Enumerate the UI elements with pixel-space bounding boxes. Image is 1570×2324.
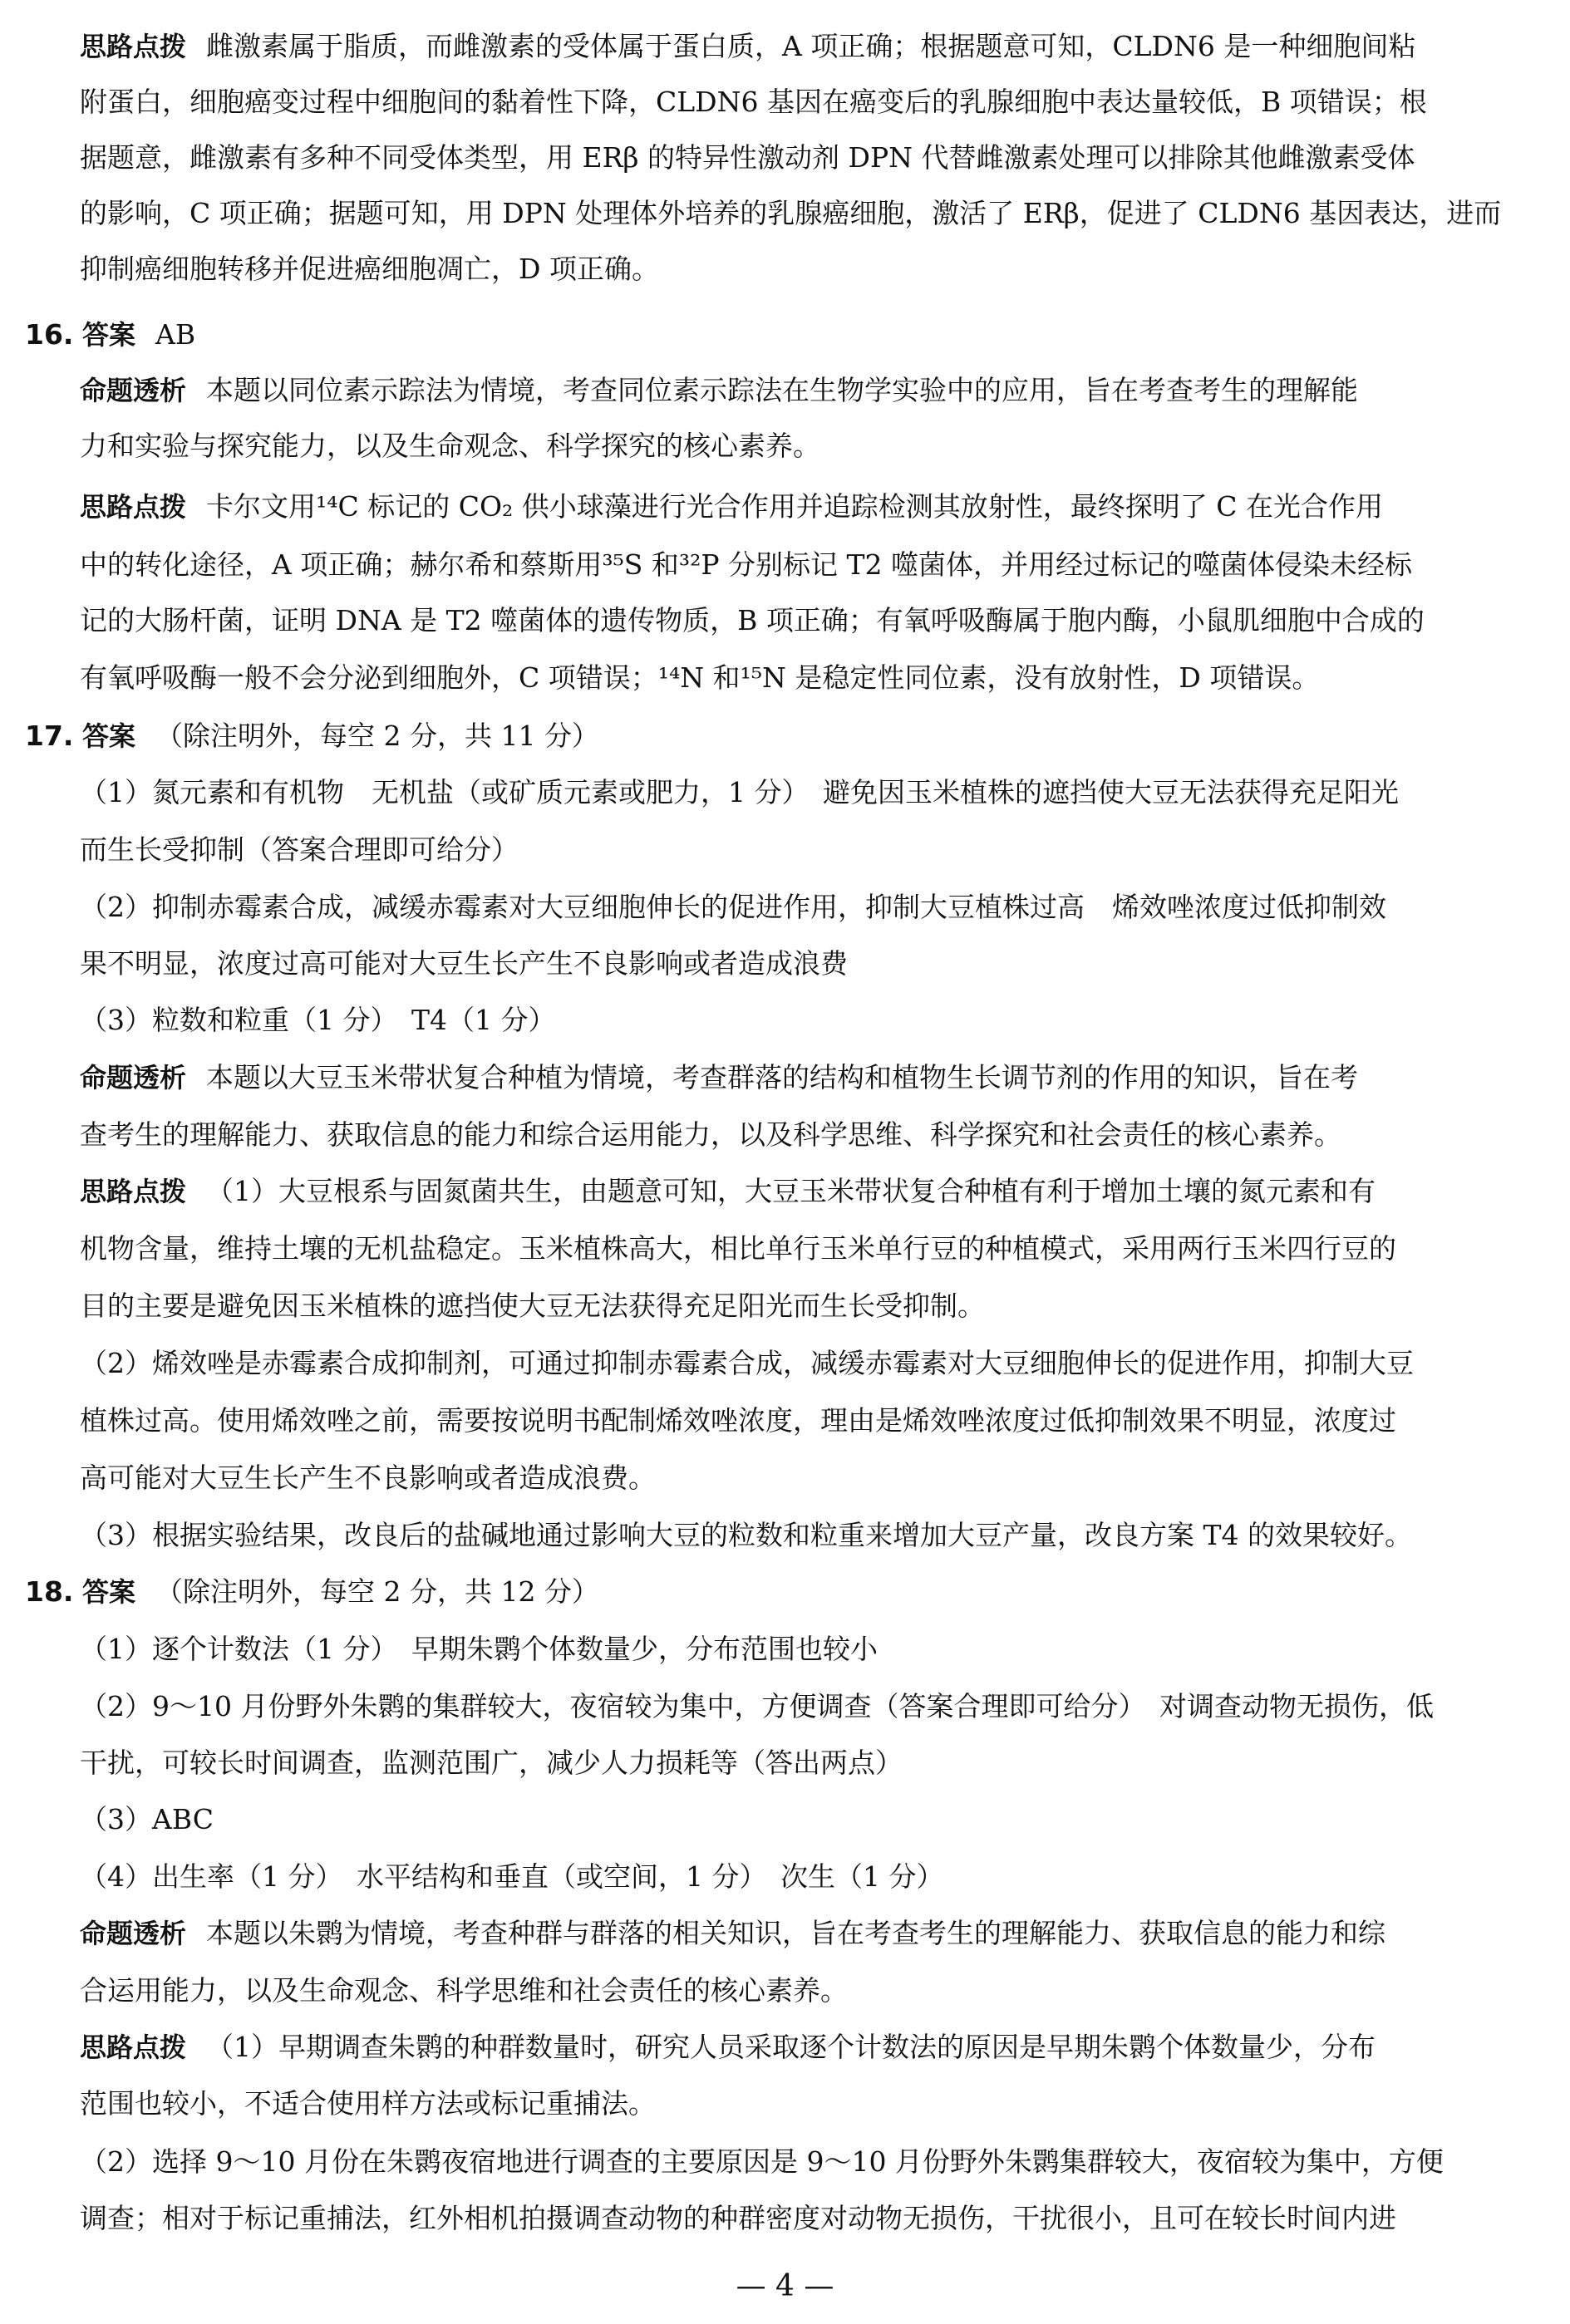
line-text: 范围也较小，不适合使用样方法或标记重捕法。 (80, 2087, 656, 2120)
text-line (80, 197, 1543, 230)
section-tag: 思路点拨 (80, 2032, 187, 2063)
page-number: — 4 — (736, 2269, 834, 2303)
text-line (80, 604, 1543, 637)
question-number: 18. (25, 1575, 74, 1608)
section-tag: 思路点拨 (80, 1176, 187, 1207)
line-text: 调查；相对于标记重捕法，红外相机拍摄调查动物的种群密度对动物无损伤，干扰很小，且可在较长时间内进 (80, 2202, 1396, 2234)
answer-line (25, 720, 1488, 753)
section-tag: 思路点拨 (80, 491, 187, 523)
text-line (80, 141, 1543, 174)
answer-label: 答案 (81, 319, 135, 351)
line-text: 力和实验与探究能力，以及生命观念、科学探究的核心素养。 (80, 430, 820, 462)
line-text: AB (155, 318, 196, 351)
line-text: 的影响，C 项正确；据题可知，用 DPN 处理体外培养的乳腺癌细胞，激活了 ERβ，促进了 CLDN6 基因表达，进而 (80, 197, 1502, 229)
line-text: 抑制癌细胞转移并促进癌细胞凋亡，D 项正确。 (80, 253, 659, 285)
text-line (80, 2087, 1543, 2120)
line-text: （3）ABC (80, 1803, 214, 1835)
line-text: 中的转化途径，A 项正确；赫尔希和蔡斯用³⁵S 和³²P 分别标记 T2 噬菌体，并用经过标记的噬菌体侵染未经标 (80, 548, 1413, 581)
line-text: （除注明外，每空 2 分，共 12 分） (155, 1575, 599, 1608)
question-number: 17. (25, 720, 74, 752)
text-line (80, 1004, 1543, 1037)
text-line (80, 548, 1543, 582)
line-text: 干扰，可较长时间调查，监测范围广，减少人力损耗等（答出两点） (80, 1747, 903, 1779)
line-text: 而生长受抑制（答案合理即可给分） (80, 833, 519, 866)
answer-line (25, 318, 1488, 351)
section-tag: 命题透析 (80, 1918, 187, 1949)
line-text: 高可能对大豆生长产生不良影响或者造成浪费。 (80, 1462, 656, 1494)
answer-label: 答案 (81, 720, 135, 752)
line-text: （1）逐个计数法（1 分） 早期朱鹮个体数量少，分布范围也较小 (80, 1633, 878, 1665)
answer-label: 答案 (81, 1576, 135, 1608)
text-line (80, 1232, 1543, 1265)
line-text: 本题以朱鹮为情境，考查种群与群落的相关知识，旨在考查考生的理解能力、获取信息的能力和综 (206, 1917, 1386, 1949)
section-tag: 思路点拨 (80, 31, 187, 62)
text-line (80, 1803, 1543, 1836)
line-text: （2）9～10 月份野外朱鹮的集群较大，夜宿较为集中，方便调查（答案合理即可给分） 对调查动物无损伤，低 (80, 1690, 1434, 1722)
line-text: 机物含量，维持土壤的无机盐稳定。玉米植株高大，相比单行玉米单行豆的种植模式，采用两行玉米四行豆的 (80, 1232, 1396, 1265)
text-line (80, 430, 1543, 463)
line-text: 合运用能力，以及生命观念、科学思维和社会责任的核心素养。 (80, 1974, 848, 2007)
line-text: 据题意，雌激素有多种不同受体类型，用 ERβ 的特异性激动剂 DPN 代替雌激素处理可以排除其他雌激素受体 (80, 141, 1415, 174)
line-text: 有氧呼吸酶一般不会分泌到细胞外，C 项错误；¹⁴N 和¹⁵N 是稳定性同位素，没有放射性，D 项错误。 (80, 661, 1320, 694)
text-line (80, 776, 1543, 809)
line-text: （1）早期调查朱鹮的种群数量时，研究人员采取逐个计数法的原因是早期朱鹮个体数量少，分布 (206, 2031, 1376, 2063)
text-line (80, 490, 1543, 523)
line-text: 雌激素属于脂质，而雌激素的受体属于蛋白质，A 项正确；根据题意可知，CLDN6 是一种细胞间粘 (206, 30, 1416, 62)
line-text: （3）粒数和粒重（1 分） T4（1 分） (80, 1004, 556, 1036)
text-line (80, 1061, 1543, 1094)
line-text: 卡尔文用¹⁴C 标记的 CO₂ 供小球藻进行光合作用并追踪检测其放射性，最终探明了 C 在光合作用 (206, 490, 1383, 523)
line-text: 本题以大豆玉米带状复合种植为情境，考查群落的结构和植物生长调节剂的作用的知识，旨在考 (206, 1061, 1359, 1093)
text-line (80, 2031, 1543, 2064)
text-line (80, 2145, 1543, 2179)
line-text: 查考生的理解能力、获取信息的能力和综合运用能力，以及科学思维、科学探究和社会责任的核心素养。 (80, 1118, 1341, 1151)
line-text: 植株过高。使用烯效唑之前，需要按说明书配制烯效唑浓度，理由是烯效唑浓度过低抑制效果不明显，浓度过 (80, 1404, 1396, 1437)
text-line (80, 2202, 1543, 2235)
text-line (80, 1747, 1543, 1780)
text-line (80, 1633, 1543, 1666)
text-line (80, 947, 1543, 980)
section-tag: 命题透析 (80, 1062, 187, 1093)
text-line (80, 1690, 1543, 1723)
line-text: （2）烯效唑是赤霉素合成抑制剂，可通过抑制赤霉素合成，减缓赤霉素对大豆细胞伸长的促进作用，抑制大豆 (80, 1347, 1414, 1379)
text-line (80, 30, 1543, 63)
text-line (80, 1462, 1543, 1495)
text-line (80, 1917, 1543, 1950)
text-line (80, 86, 1543, 119)
answer-line (25, 1575, 1488, 1609)
text-line (80, 374, 1543, 407)
text-line (80, 1974, 1543, 2007)
text-line (80, 833, 1543, 867)
line-text: 记的大肠杆菌，证明 DNA 是 T2 噬菌体的遗传物质，B 项正确；有氧呼吸酶属于胞内酶，小鼠肌细胞中合成的 (80, 604, 1425, 636)
text-line (80, 1290, 1543, 1323)
text-line (80, 1519, 1543, 1552)
text-line (80, 1118, 1543, 1152)
line-text: 果不明显，浓度过高可能对大豆生长产生不良影响或者造成浪费 (80, 947, 848, 980)
line-text: 目的主要是避免因玉米植株的遮挡使大豆无法获得充足阳光而生长受抑制。 (80, 1290, 985, 1322)
text-line (80, 661, 1543, 695)
line-text: 本题以同位素示踪法为情境，考查同位素示踪法在生物学实验中的应用，旨在考查考生的理解能 (206, 374, 1359, 406)
section-tag: 命题透析 (80, 375, 187, 406)
text-line (80, 1404, 1543, 1437)
line-text: （2）抑制赤霉素合成，减缓赤霉素对大豆细胞伸长的促进作用，抑制大豆植株过高 烯效唑浓度过低抑制效 (80, 891, 1386, 923)
line-text: （1）氮元素和有机物 无机盐（或矿质元素或肥力，1 分） 避免因玉米植株的遮挡使大豆无法获得充足阳光 (80, 776, 1399, 808)
line-text: （3）根据实验结果，改良后的盐碱地通过影响大豆的粒数和粒重来增加大豆产量，改良方案 T4 的效果较好。 (80, 1519, 1412, 1551)
text-line (80, 1175, 1543, 1208)
line-text: （4）出生率（1 分） 水平结构和垂直（或空间，1 分） 次生（1 分） (80, 1860, 944, 1893)
line-text: 附蛋白，细胞癌变过程中细胞间的黏着性下降，CLDN6 基因在癌变后的乳腺细胞中表达量较低，B 项错误；根 (80, 86, 1427, 118)
text-line (80, 253, 1543, 286)
line-text: （2）选择 9～10 月份在朱鹮夜宿地进行调查的主要原因是 9～10 月份野外朱鹮集群较大，夜宿较为集中，方便 (80, 2145, 1444, 2178)
text-line (80, 891, 1543, 924)
text-line (80, 1860, 1543, 1894)
line-text: （1）大豆根系与固氮菌共生，由题意可知，大豆玉米带状复合种植有利于增加土壤的氮元素和有 (206, 1175, 1376, 1207)
line-text: （除注明外，每空 2 分，共 11 分） (155, 720, 599, 752)
question-number: 16. (25, 318, 74, 351)
text-line (80, 1347, 1543, 1380)
